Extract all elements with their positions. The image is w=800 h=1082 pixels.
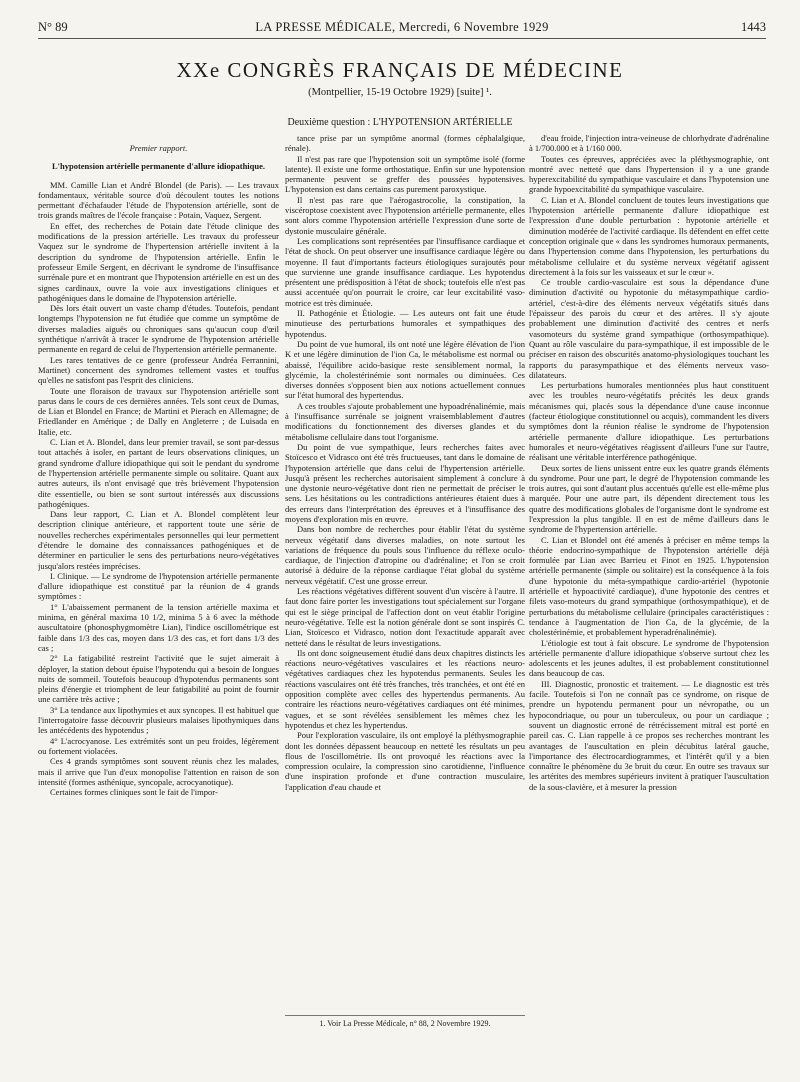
paragraph: Du point de vue sympathique, leurs recherches faites avec Stoïcesco et Vidrasco ont été très fructueuses, tant dans le domaine de l'hypotension artérielle que dans celui de l'hypertension artérielle. Jusqu'à présent les recherches autorisaient simplement à conclure à une dystonie neuro-végétative dont rien ne permettait de préciser le sens. Les hésitations ou les contradictions antérieures étaient dues à des erreurs dans l'interprétation des épreuves et à l'insuffisance des moyens d'exploration mis en œuvre.	[285, 441, 525, 524]
paragraph: C. Lian et A. Blondel concluent de toutes leurs investigations que l'hypotension artérielle permanente d'allure idiopathique est l'expression d'une double perturbation : hypotonie artérielle et diminution modérée de l'activité cardiaque. Ils défendent en effet cette conception originale que « dans les syndromes humoraux permanents, dans l'hypertension comme dans l'hypotension, les perturbations du métabolisme cellulaire et du système nerveux végétatif agissent directement à la fois sur les vaisseaux et sur le cœur ».	[529, 194, 769, 277]
page-number: 1443	[741, 20, 766, 34]
paragraph: d'eau froide, l'injection intra-veineuse de chlorhydrate d'adrénaline à 1/700.000 et à 1/160 000.	[529, 133, 769, 154]
column-1-body	[38, 180, 279, 798]
paragraph: Ce trouble cardio-vasculaire est sous la dépendance d'une diminution d'activité ou hypotonie du métasympathique cardio-artériel, c'est-à-dire des éléments nerveux végétatifs situés dans l'épaisseur des parois du cœur et des artères. Il s'y ajoute probablement une diminution d'activité des centres et nerfs vasomoteurs du système grand sympathique (orthosympathique). Quant au rôle vasculaire du para-sympathique, il est impossible de le préciser en raison des obscurités anatomo-physiologiques touchant les rapports du parasympathique et des éléments nerveux vaso-dilatateurs.	[529, 277, 769, 380]
paragraph: MM. Camille Lian et André Blondel (de Paris). — Les travaux fondamentaux, véritable source d'où découlent toutes les notions permettant d'échafauder l'étude de l'hypotension artérielle, sont de trois grands maîtres de l'école française : Potain, Vaquez, Sergent.	[38, 179, 279, 221]
paragraph: Deux sortes de liens unissent entre eux les quatre grands éléments du syndrome. Pour une part, le degré de l'hypotension commande les trois autres, qui sont d'autant plus accentués qu'elle est elle-même plus marquée. Pour une autre part, ils dépendent directement tous les quatre des modifications globales de l'organisme dont le syndrome est l'expression la plus tangible. Il en est de même d'ailleurs dans le syndrome de l'hypertension artérielle.	[529, 462, 769, 535]
column-3	[529, 133, 769, 1063]
paragraph: C. Lian et Blondel ont été amenés à préciser en même temps la théorie endocrino-sympathique de l'hypotension artérielle déjà formulée par Lian avec Barrieu et Finot en 1925. L'hypotension artérielle permanente (simple ou solitaire) est la conséquence à la fois d'une hypotonie du méta-sympathique cardio-artériel (hypotonie artérielle et hypoactivité cardiaque), d'une hypotonie des centres et filets vaso-moteurs du grand sympathique (orthosympathique), et de perturbations du métabolisme cellulaire (principales caractéristiques : tendance à l'augmentation de l'ion Ca, de la glycémie, de la cholestérinémie, et probablement hyperadrénalinémie).	[529, 534, 769, 638]
paragraph: Ces 4 grands symptômes sont souvent réunis chez les malades, mais il arrive que l'un d'eux monopolise l'attention en raison de son intensité (formes asthénique, syncopale, acrocyanotique).	[38, 756, 279, 787]
paragraph: Pour l'exploration vasculaire, ils ont employé la pléthysmographie dont les données dépassent beaucoup en netteté les résultats un peu flous de l'oscillométrie. Ils ont provoqué les réactions avec la compression oculaire, la compression sino carotidienne, l'influence d'une inspiration profonde et d'une contraction musculaire, l'application d'eau chaude et	[285, 730, 525, 792]
paragraph: 1° L'abaissement permanent de la tension artérielle maxima et minima, en général maxima 10 1/2, minima 5 à 6 avec la méthode auscultatoire (phonosphygmomètre Lian), l'indice oscillométrique est faible dans 1/3 des cas, moyen dans 1/3 des cas, et fort dans 1/3 des cas ;	[38, 601, 279, 653]
column-2	[285, 133, 525, 1063]
article-title: XXe CONGRÈS FRANÇAIS DE MÉDECINE	[176, 58, 624, 82]
column-1	[38, 133, 279, 1063]
paragraph: Dès lors était ouvert un vaste champ d'études. Toutefois, pendant longtemps l'hypotension ne fut étudiée que comme un symptôme de diverses maladies aiguës ou chroniques sans qu'aucun coup d'œil synthétique n'arrivât à tracer le syndrome de l'hypotension artérielle permanente en regard de celui de l'hypertension artérielle permanente.	[38, 303, 279, 355]
paragraph: Dans leur rapport, C. Lian et A. Blondel complètent leur description clinique antérieure, et rapportent toute une série de nouvelles recherches expérimentales personnelles qui leur permettent d'étendre le domaine des connaissances pathogéniques et de déterminer en particulier le sens des perturbations neuro-végétatives jusqu'alors restées imprécises.	[38, 509, 279, 571]
paragraph: L'étiologie est tout à fait obscure. Le syndrome de l'hypotension artérielle permanente d'allure idiopathique s'observe surtout chez les adolescents et les jeunes adultes, il est probablement constitutionnel dans beaucoup de cas.	[529, 637, 769, 679]
paragraph: 4° L'acrocyanose. Les extrémités sont un peu froides, légèrement ou fortement violacées.	[38, 735, 279, 756]
report-title: L'hypotension artérielle permanente d'allure idiopathique.	[51, 161, 266, 172]
article-subtitle: (Montpellier, 15-19 Octobre 1929) [suite] ¹.	[308, 87, 492, 98]
paragraph: 3° La tendance aux lipothymies et aux syncopes. Il est habituel que l'interrogatoire fasse découvrir plusieurs malaises lipothymiques dans les antécédents des hypotendus ;	[38, 704, 279, 736]
paragraph: Les complications sont représentées par l'insuffisance cardiaque et l'état de shock. On peut observer une insuffisance cardiaque légère ou moyenne. Il faut d'importants facteurs étiologiques surajoutés pour que survienne une grande insuffisance cardiaque. Les hypotendus présentent une prédisposition à l'état de shock; toutefois elle n'est pas aussi accentuée qu'on pourrait le croire, car leur excitabilité vaso-motrice est très diminuée.	[285, 235, 525, 308]
paragraph: 2° La fatigabilité restreint l'activité que le sujet aimerait à déployer, la station debout épuise l'hypotendu qui a besoin de longues nuits de sommeil. Toutefois beaucoup d'hypotendus permanents sont pleins d'énergie et triomphent de leur fatigabilité au point de fournir une carrière très active ;	[38, 653, 279, 705]
column-2-body	[285, 133, 525, 792]
paragraph: III. Diagnostic, pronostic et traitement. — Le diagnostic est très facile. Toutefois si l'on ne connaît pas ce syndrome, on risque de prendre un hypotendu permanent pour un névropathe, ou un hypocondriaque, ou pour un tuberculeux, ou pour un cardiaque ; souvent un diagnostic erroné de rétrécissement mitral est porté en pareil cas. C. Lian rappelle à ce propos ses recherches montrant les avantages de l'auscultation en plein décubitus latéral gauche, l'importance des électrocardiogrammes, et l'intérêt qu'il y a bien connaître le phénomène du 3e bruit du cœur. En outre ses travaux sur les artérites des membres supérieurs invitent à pratiquer l'auscultation de la sous-clavière, et à mesurer la pression	[529, 678, 769, 792]
paragraph: Les réactions végétatives diffèrent souvent d'un viscère à l'autre. Il faut donc faire porter les investigations tout spécialement sur l'organe qui est le siège principal de l'affection dont on veut établir l'origine neuro-végétative. Telle est la notion générale dont se sont inspirés C. Lian, Stoïcesco et Vidrasco, notion dont l'exactitude apparaît avec netteté dans le résultat de leurs investigations.	[285, 586, 525, 648]
paragraph: Il n'est pas rare que l'hypotension soit un symptôme isolé (forme latente). Il existe une forme orthostatique. Enfin sur une hypotension permanente peuvent se greffer des poussées hypotensives. L'hypotension est dans certains cas purement paroxystique.	[285, 153, 525, 195]
paragraph: Certaines formes cliniques sont le fait de l'impor-	[50, 787, 218, 798]
paragraph: I. Clinique. — Le syndrome de l'hypotension artérielle permanente d'allure idiopathique est constitué par la réunion de 4 grands symptômes :	[38, 570, 279, 602]
paragraph: En effet, des recherches de Potain date l'étude clinique des modifications de la pression artérielle. Les travaux du professeur Vaquez sur le syndrome de l'hypertension artérielle invitent à la description du syndrome de l'hypotension artérielle. Enfin le professeur Emile Sergent, en décrivant le syndrome de l'insuffisance surrénale pure et en montrant que l'hypotension artérielle en est un des signes cardinaux, ouvre la voie aux investigations cliniques et pathogéniques dans le domaine de l'hypotension artérielle.	[38, 220, 279, 303]
paragraph: II. Pathogénie et Étiologie. — Les auteurs ont fait une étude minutieuse des perturbations humorales et sympathiques des hypotendus.	[285, 308, 525, 339]
paragraph: A ces troubles s'ajoute probablement une hypoadrénalinémie, mais à l'insuffisance surrénale se joignent vraisemblablement d'autres modifications du fonctionnement des diverses glandes et du métabolisme cellulaire dans tout l'organisme.	[285, 400, 525, 442]
column-3-body	[529, 133, 769, 792]
section-question: Deuxième question : L'HYPOTENSION ARTÉRIELLE	[287, 117, 513, 128]
report-heading: Premier rapport.	[129, 143, 188, 153]
paragraph: Toute une floraison de travaux sur l'hypotension artérielle sont parus dans le cours de ces dernières années. Tels sont ceux de Dumas, de Lian et Blondel en France; de Martini et Pierach en Allemagne; de Friedlander en Amérique ; de Dally en Angleterre ; de Luisada en Italie, etc.	[38, 385, 279, 437]
issue-number: N° 89	[38, 20, 68, 34]
paragraph: Du point de vue humoral, ils ont noté une légère élévation de l'ion K et une légère diminution de l'ion Ca, le métabolisme est normal ou abaissé, l'équilibre acido-basique reste sensiblement normal, la glycémie, la cholestérinémie sont normales ou diminuées. Ces diverses données s'opposent bien aux notions actuellement connues sur l'état humoral des hypertendus.	[285, 338, 525, 401]
paragraph: Les rares tentatives de ce genre (professeur Andréa Ferrannini, Martinet) concernent des syndromes tellement vastes et touffus qu'elles ne satisfont pas l'esprit des cliniciens.	[38, 354, 279, 386]
journal-title: LA PRESSE MÉDICALE, Mercredi, 6 Novembre 1929	[255, 20, 549, 34]
paragraph: Il n'est pas rare que l'aérogastrocolie, la constipation, la viscéroptose coexistent avec l'hypotension artérielle permanente, elles sont alors comme l'hypotension artérielle l'expression d'une sorte de dystonie musculaire générale.	[285, 194, 525, 236]
paragraph: tance prise par un symptôme anormal (formes céphalalgique, rénale).	[285, 133, 525, 154]
footnote: 1. Voir La Presse Médicale, n° 88, 2 Novembre 1929.	[285, 1015, 525, 1028]
running-header	[38, 20, 766, 39]
paragraph: Toutes ces épreuves, appréciées avec la pléthysmographie, ont montré avec netteté que dans l'hypertension il y a une grande hyperexcitabilité du sympathique vasculaire et dans l'hypotension une grande hypoexcitabilité du sympathique vasculaire.	[529, 153, 769, 195]
paragraph: Ils ont donc soigneusement étudié dans deux chapitres distincts les réactions neuro-végétatives vasculaires et les réactions neuro-végétatives cardiaques chez les hypotendus permanents. Seules les réactions vasculaires ont été très franches, très tranchées, et ont été en opposition complète avec celles des hypertendus permanents. Au contraire les réactions neuro-végétatives cardiaques ont été minimes, vagues, et se sont révélées sensiblement les mêmes chez les hypotendus et chez les hypertendus.	[285, 647, 525, 730]
paragraph: Dans bon nombre de recherches pour établir l'état du système nerveux végétatif dans diverses maladies, on note surtout les variations de fréquence du pouls sous l'influence du réflexe oculo-cardiaque, de l'injection d'atropine ou d'adrénaline; et l'on se croit autorisé à déduire de la réponse cardiaque l'état global du système nerveux végétatif. C'est une grosse erreur.	[285, 524, 525, 586]
paragraph: Les perturbations humorales mentionnées plus haut constituent avec les troubles neuro-végétatifs précités les deux grands mécanismes qui, placés sous la dépendance d'une cause inconnue (facteur étiologique constitutionnel ou acquis), commandent les divers symptômes dont la réunion réalise le syndrome de l'hypotension artérielle permanente d'allure idiopathique. Les perturbations humorales et neuro-végétatives réagissent d'ailleurs l'une sur l'autre, réalisant une véritable interférence pathogénique.	[529, 380, 769, 463]
paragraph: C. Lian et A. Blondel, dans leur premier travail, se sont par-dessus tout attachés à isoler, en partant de leurs observations cliniques, un grand syndrome d'allure idiopathique qui soit le pendant du syndrome de l'hypertension artérielle permanente simple ou solitaire. Quant aux autres auteurs, ils n'ont envisagé que très brièvement l'hypotension dite essentielle, ou bien se sont surtout intéressés aux discussions pathogéniques.	[38, 437, 279, 509]
